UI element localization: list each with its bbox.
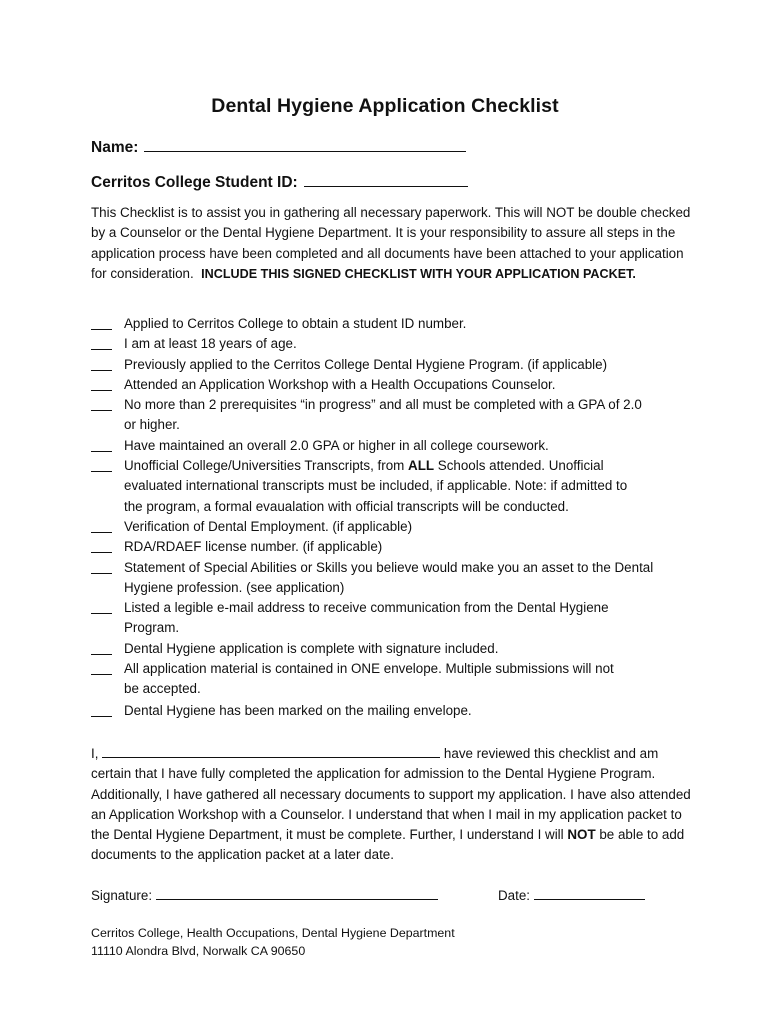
checklist-item: Verification of Dental Employment. (if applicable) — [91, 517, 691, 537]
check-blank[interactable] — [91, 451, 112, 452]
declaration-body: have reviewed this checklist and am certain that I have fully completed the application for admission to the Dental Hygiene Program. Additionally, I have gathered all necessary documents to support my application. I have also attended an Application Workshop with a Counselor. I understand that when I mail in my application packet to the Dental Hygiene Department, it must be complete. Further, I understand I will — [91, 746, 691, 843]
check-blank[interactable] — [91, 674, 112, 675]
check-blank[interactable] — [91, 716, 112, 717]
page-title: Dental Hygiene Application Checklist — [211, 95, 559, 117]
check-blank[interactable] — [91, 552, 112, 553]
signature-label: Signature: — [91, 888, 153, 903]
checklist-item: Dental Hygiene has been marked on the mailing envelope. — [91, 701, 691, 721]
intro-text: This Checklist is to assist you in gathering all necessary paperwork. This will NOT be double checked by a Counselor or the Dental Hygiene Department. It is your responsibility to assure all steps in the application process have been completed and all documents have been attached to your application for consideration. — [91, 205, 691, 281]
student-id-blank[interactable] — [304, 172, 468, 187]
check-blank[interactable] — [91, 390, 112, 391]
student-id-label: Cerritos College Student ID: — [91, 174, 298, 191]
name-field — [91, 137, 466, 157]
check-blank[interactable] — [91, 654, 112, 655]
date-blank[interactable] — [534, 886, 645, 900]
checklist-item: Applied to Cerritos College to obtain a student ID number. — [91, 314, 691, 334]
checklist-item: RDA/RDAEF license number. (if applicable) — [91, 537, 691, 557]
checklist-item: No more than 2 prerequisites “in progress” and all must be completed with a GPA of 2.0 or higher. — [91, 395, 691, 436]
declaration-prefix: I, — [91, 746, 99, 761]
check-blank[interactable] — [91, 410, 112, 411]
check-blank[interactable] — [91, 613, 112, 614]
date-field — [498, 886, 645, 903]
declaration-bold: NOT — [567, 827, 596, 843]
checklist-item: Previously applied to the Cerritos College Dental Hygiene Program. (if applicable) — [91, 355, 691, 375]
checklist-item: I am at least 18 years of age. — [91, 334, 691, 354]
checklist-item: Attended an Application Workshop with a Health Occupations Counselor. — [91, 375, 691, 395]
footer-address: 11110 Alondra Blvd, Norwalk CA 90650 — [91, 943, 306, 958]
name-label: Name: — [91, 139, 139, 156]
declarant-name-blank[interactable] — [102, 744, 440, 758]
intro-paragraph — [91, 203, 691, 284]
check-blank[interactable] — [91, 471, 112, 472]
footer-department: Cerritos College, Health Occupations, Dental Hygiene Department — [91, 926, 455, 940]
declaration-end: be able to add documents to the application packet at a later date. — [91, 827, 685, 863]
check-blank[interactable] — [91, 532, 112, 533]
declaration-paragraph — [91, 744, 691, 866]
date-label: Date: — [498, 888, 531, 903]
signature-field — [91, 886, 438, 903]
checklist-item: All application material is contained in ONE envelope. Multiple submissions will not be accepted. — [91, 659, 691, 700]
checklist-item: Unofficial College/Universities Transcripts, from ALL Schools attended. Unofficial evaluated international transcripts must be included, if applicable. Note: if admitted to the program, a formal evaualation with official transcripts will be conducted. — [91, 456, 691, 517]
checklist — [91, 314, 691, 721]
checklist-item: Dental Hygiene application is complete with signature included. — [91, 639, 691, 659]
check-blank[interactable] — [91, 573, 112, 574]
name-blank[interactable] — [144, 137, 466, 152]
signature-blank[interactable] — [156, 886, 438, 900]
checklist-item: Listed a legible e-mail address to receive communication from the Dental Hygiene Program. — [91, 598, 691, 639]
checklist-item: Statement of Special Abilities or Skills you believe would make you an asset to the Dental Hygiene profession. (see application) — [91, 558, 691, 599]
student-id-field — [91, 172, 468, 192]
check-blank[interactable] — [91, 329, 112, 330]
intro-bold-instruction: INCLUDE THIS SIGNED CHECKLIST WITH YOUR APPLICATION PACKET. — [201, 266, 636, 281]
check-blank[interactable] — [91, 349, 112, 350]
footer — [91, 925, 455, 960]
check-blank[interactable] — [91, 370, 112, 371]
checklist-item: Have maintained an overall 2.0 GPA or higher in all college coursework. — [91, 436, 691, 456]
